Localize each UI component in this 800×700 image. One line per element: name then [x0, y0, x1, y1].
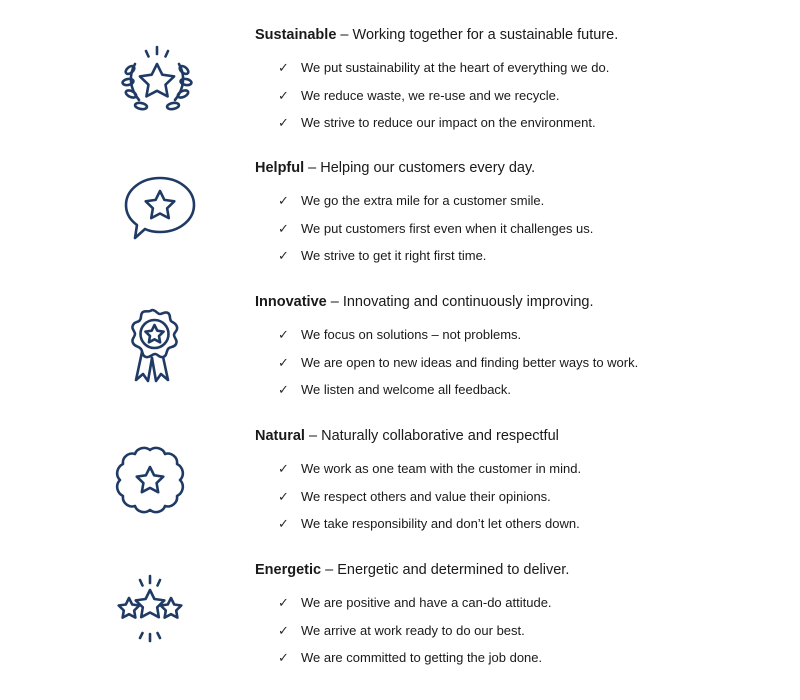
bullet-text: We work as one team with the customer in mind. — [301, 461, 582, 476]
list-item — [278, 516, 581, 544]
value-separator: – — [304, 428, 322, 444]
check-icon: ✓ — [278, 595, 289, 610]
value-separator: – — [326, 294, 343, 310]
three-stars-icon — [110, 572, 190, 652]
value-heading — [255, 294, 594, 310]
check-icon: ✓ — [278, 382, 289, 397]
list-item — [278, 193, 593, 221]
value-separator: – — [336, 27, 353, 43]
list-item — [278, 489, 581, 517]
check-icon: ✓ — [278, 354, 289, 370]
value-tagline: Working together for a sustainable future. — [352, 27, 619, 43]
list-item — [278, 60, 609, 88]
check-icon: ✓ — [278, 327, 289, 342]
check-icon: ✓ — [278, 115, 289, 130]
value-name: Energetic — [255, 562, 322, 578]
check-icon: ✓ — [278, 516, 289, 531]
value-name: Sustainable — [255, 27, 337, 43]
list-item — [278, 115, 609, 143]
bullet-text: We go the extra mile for a customer smile. — [301, 193, 545, 208]
bullet-text: We are positive and have a can-do attitude. — [301, 595, 552, 610]
check-icon: ✓ — [278, 193, 289, 208]
check-icon: ✓ — [278, 87, 289, 103]
list-item — [278, 382, 638, 410]
value-separator: – — [304, 160, 321, 176]
value-tagline: Naturally collaborative and respectful — [321, 428, 559, 444]
bullet-list — [278, 193, 593, 276]
check-icon: ✓ — [278, 248, 289, 263]
rosette-star-icon — [112, 306, 192, 386]
list-item — [278, 623, 552, 651]
bullet-list — [278, 327, 638, 410]
bullet-text: We focus on solutions – not problems. — [301, 327, 522, 342]
list-item — [278, 650, 552, 678]
bullet-list — [278, 595, 552, 678]
value-tagline: Innovating and continuously improving. — [342, 294, 594, 310]
list-item — [278, 461, 581, 489]
check-icon: ✓ — [278, 220, 289, 236]
list-item — [278, 88, 609, 116]
bullet-text: We are open to new ideas and finding better ways to work. — [301, 354, 639, 370]
bullet-list — [278, 60, 609, 143]
speech-bubble-star-icon — [120, 168, 200, 248]
value-heading — [255, 160, 535, 176]
list-item — [278, 248, 593, 276]
value-heading — [255, 428, 559, 444]
bullet-text: We reduce waste, we re-use and we recycle. — [301, 87, 560, 103]
check-icon: ✓ — [278, 622, 289, 638]
list-item — [278, 355, 638, 383]
bullet-text: We are committed to getting the job done. — [301, 650, 543, 665]
list-item — [278, 221, 593, 249]
value-heading — [255, 27, 618, 43]
check-icon: ✓ — [278, 488, 289, 504]
cloud-star-icon — [110, 440, 190, 520]
value-tagline: Helping our customers every day. — [320, 160, 536, 176]
value-heading — [255, 562, 569, 578]
bullet-text: We put sustainability at the heart of everything we do. — [301, 60, 610, 75]
value-name: Natural — [255, 428, 305, 444]
bullet-text: We take responsibility and don’t let others down. — [301, 516, 580, 531]
check-icon: ✓ — [278, 461, 289, 476]
value-tagline: Energetic and determined to deliver. — [337, 562, 570, 578]
check-icon: ✓ — [278, 650, 289, 665]
list-item — [278, 327, 638, 355]
list-item — [278, 595, 552, 623]
bullet-text: We listen and welcome all feedback. — [301, 382, 512, 397]
bullet-text: We arrive at work ready to do our best. — [301, 622, 525, 638]
check-icon: ✓ — [278, 60, 289, 75]
value-name: Helpful — [255, 160, 305, 176]
bullet-text: We strive to get it right first time. — [301, 248, 487, 263]
value-separator: – — [321, 562, 338, 578]
value-name: Innovative — [255, 294, 327, 310]
bullet-text: We respect others and value their opinions. — [301, 488, 551, 504]
bullet-text: We put customers first even when it challenges us. — [301, 220, 594, 236]
bullet-text: We strive to reduce our impact on the environment. — [301, 115, 596, 130]
laurel-star-icon — [117, 42, 197, 122]
bullet-list — [278, 461, 581, 544]
